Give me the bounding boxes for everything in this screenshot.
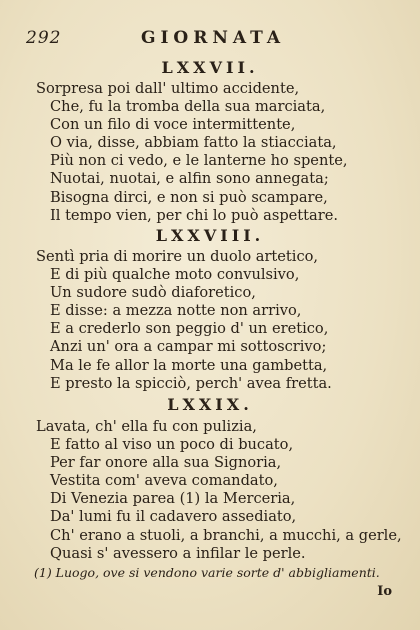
verse-line: E di più qualche moto convulsivo,	[50, 266, 300, 284]
stanza	[36, 418, 406, 563]
verse-line: Anzi un' ora a campar mi sottoscrivo;	[50, 338, 327, 356]
page-number: 292	[26, 28, 62, 48]
verse-line: Sentì pria di morire un duolo artetico,	[36, 248, 319, 265]
verse-line: Quasi s' avessero a infilar le perle.	[50, 544, 306, 562]
verse-line: Bisogna dirci, e non si può scampare,	[50, 188, 328, 206]
catchword: Io	[377, 584, 392, 599]
stanza	[36, 80, 406, 225]
verse-line: E disse: a mezza notte non arrivo,	[50, 302, 302, 320]
page-header	[26, 28, 400, 50]
verse-line: Un sudore sudò diaforetico,	[50, 284, 256, 302]
footnote: (1) Luogo, ove si vendono varie sorte d' abbigliamenti.	[34, 565, 380, 580]
stanza-number: LXXIX.	[167, 395, 253, 414]
verse-line: Vestita com' aveva comandato,	[50, 472, 278, 490]
verse-line: E a crederlo son peggio d' un eretico,	[50, 320, 329, 338]
verse-line: Più non ci vedo, e le lanterne ho spente,	[50, 152, 348, 170]
verse-line: Il tempo vien, per chi lo può aspettare.	[50, 206, 338, 224]
verse-line: Lavata, ch' ella fu con pulizia,	[36, 418, 257, 435]
verse-line: E presto la spicciò, perch' avea fretta.	[50, 374, 332, 392]
verse-line: Nuotai, nuotai, e alfin sono annegata;	[50, 170, 329, 188]
verse-line: Ch' erano a stuoli, a branchi, a mucchi, a gerle,	[50, 526, 402, 544]
stanza-number: LXXVII.	[161, 58, 259, 77]
verse-line: Di Venezia parea (1) la Merceria,	[50, 490, 296, 508]
verse-line: Ma le fe allor la morte una gambetta,	[50, 356, 328, 374]
verse-line: O via, disse, abbiam fatto la stiacciata,	[50, 134, 337, 152]
verse-line: Sorpresa poi dall' ultimo accidente,	[36, 80, 300, 97]
stanza-number: LXXVIII.	[155, 226, 265, 245]
verse-line: Da' lumi fu il cadavero assediato,	[50, 508, 297, 526]
verse-line: E fatto al viso un poco di bucato,	[50, 436, 294, 454]
verse-line: Per far onore alla sua Signoria,	[50, 454, 282, 472]
verse-line: Che, fu la tromba della sua marciata,	[50, 98, 326, 116]
running-title: GIORNATA	[140, 28, 286, 48]
stanza	[36, 248, 406, 393]
verse-line: Con un filo di voce intermittente,	[50, 116, 296, 134]
